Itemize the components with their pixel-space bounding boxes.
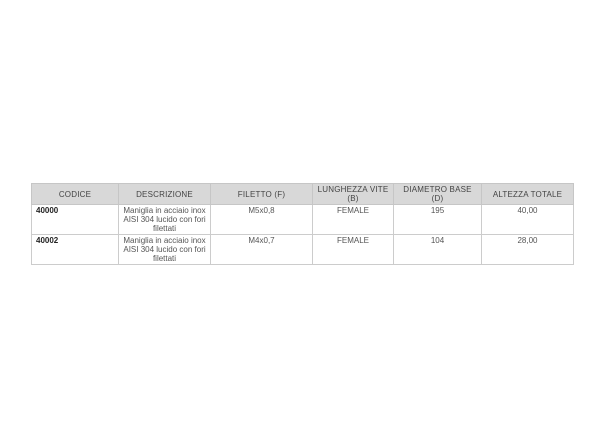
table-header: [32, 184, 574, 205]
column-header-codice: CODICE: [32, 184, 119, 205]
cell-lunghezza-vite: FEMALE: [313, 205, 394, 235]
cell-altezza-totale: 28,00: [482, 235, 574, 265]
cell-descrizione: Maniglia in acciaio inox AISI 304 lucido con fori filettati: [119, 205, 211, 235]
table-row: [32, 235, 574, 265]
cell-diametro-base: 195: [394, 205, 482, 235]
cell-lunghezza-vite: FEMALE: [313, 235, 394, 265]
product-spec-table-container: [31, 183, 573, 265]
cell-codice: 40000: [32, 205, 119, 235]
column-header-descrizione: DESCRIZIONE: [119, 184, 211, 205]
table-row: [32, 205, 574, 235]
cell-diametro-base: 104: [394, 235, 482, 265]
table-body: [32, 205, 574, 265]
cell-filetto: M4x0,7: [211, 235, 313, 265]
column-header-altezza-totale: ALTEZZA TOTALE: [482, 184, 574, 205]
cell-altezza-totale: 40,00: [482, 205, 574, 235]
product-spec-table: [31, 183, 574, 265]
cell-filetto: M5x0,8: [211, 205, 313, 235]
table-header-row: [32, 184, 574, 205]
column-header-lunghezza-vite: LUNGHEZZA VITE (B): [313, 184, 394, 205]
cell-codice: 40002: [32, 235, 119, 265]
cell-descrizione: Maniglia in acciaio inox AISI 304 lucido con fori filettati: [119, 235, 211, 265]
column-header-filetto: FILETTO (F): [211, 184, 313, 205]
column-header-diametro-base: DIAMETRO BASE (D): [394, 184, 482, 205]
